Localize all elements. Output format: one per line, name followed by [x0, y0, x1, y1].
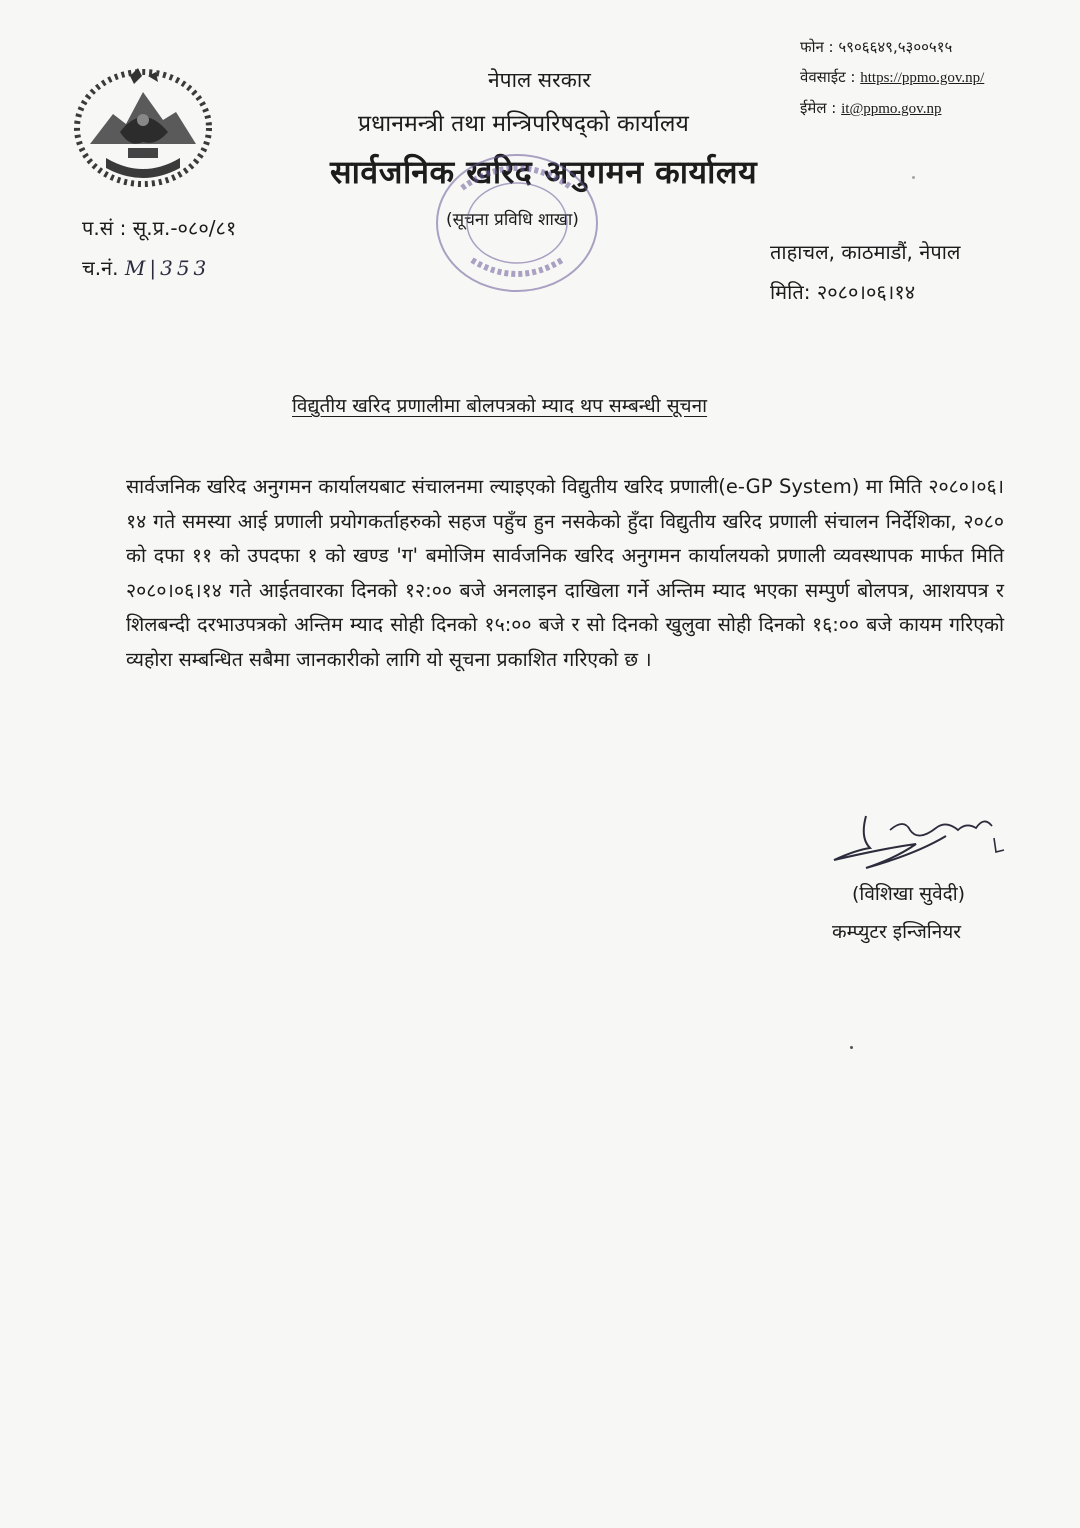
- ministry-name: प्रधानमन्त्री तथा मन्त्रिपरिषद्को कार्यालय: [358, 111, 689, 137]
- website-label: वेवसाईट :: [800, 68, 856, 86]
- signatory-designation: कम्प्युटर इन्जिनियर: [832, 921, 962, 943]
- office-location: ताहाचल, काठमाडौं, नेपाल: [770, 240, 961, 264]
- office-name: सार्वजनिक खरिद अनुगमन कार्यालय: [330, 153, 758, 191]
- phone-number: फोन : ५९०६६४९,५३००५१५: [800, 38, 953, 56]
- pa-sa-row: [82, 208, 236, 248]
- speck-mark: [850, 1046, 853, 1049]
- pa-sa-label: प.सं :: [82, 216, 127, 240]
- email-link[interactable]: it@ppmo.gov.np: [841, 101, 942, 117]
- email-row: [800, 93, 984, 124]
- notice-body: सार्वजनिक खरिद अनुगमन कार्यालयबाट संचालनमा ल्याइएको विद्युतीय खरिद प्रणाली(e-GP System) मा मिति २०८०।०६।१४ गते समस्या आई प्रणाली प्रयोगकर्ताहरुको सहज पहुँच हुन नसकेको हुँदा विद्युतीय खरिद प्रणाली संचालन निर्देशिका, २०८० को दफा ११ को उपदफा १ को खण्ड 'ग' बमोजिम सार्वजनिक खरिद अनुगमन कार्यालयको प्रणाली व्यवस्थापक मार्फत मिति २०८०।०६।१४ गते आईतवारका दिनको १२:०० बजे अनलाइन दाखिला गर्ने अन्तिम म्याद भएका सम्पुर्ण बोलपत्र, आशयपत्र र शिलबन्दी दरभाउपत्रको अन्तिम म्याद सोही दिनको १५:०० बजे र सो दिनको खुलुवा सोही दिनको १६:०० बजे कायम गरिएको व्यहोरा सम्बन्धित सबैमा जानकारीको लागि यो सूचना प्रकाशित गरिएको छ ।: [126, 475, 1004, 671]
- government-name: नेपाल सरकार: [488, 68, 591, 92]
- website-row: [800, 62, 984, 93]
- address-block: [770, 232, 960, 312]
- cha-na-value: M|353: [124, 256, 211, 280]
- pa-sa-value: सू.प्र.-०८०/८१: [132, 216, 237, 240]
- notice-subject: विद्युतीय खरिद प्रणालीमा बोलपत्रको म्याद थप सम्बन्धी सूचना: [292, 395, 708, 417]
- email-label: ईमेल :: [800, 99, 837, 117]
- office-stamp-icon: [432, 148, 602, 298]
- signatory-name: (विशिखा सुवेदी): [852, 883, 966, 905]
- cha-na-row: [82, 248, 236, 288]
- signature-icon: [826, 808, 1016, 878]
- cha-na-label: च.नं.: [82, 256, 119, 280]
- section-name: (सूचना प्रविधि शाखा): [446, 210, 579, 230]
- contact-block: [800, 32, 984, 124]
- speck-mark: [912, 176, 915, 179]
- nepal-emblem-icon: [68, 62, 218, 192]
- website-link[interactable]: https://ppmo.gov.np/: [860, 70, 985, 86]
- reference-block: [82, 208, 236, 288]
- notice-date: मिति: २०८०।०६।१४: [770, 280, 916, 304]
